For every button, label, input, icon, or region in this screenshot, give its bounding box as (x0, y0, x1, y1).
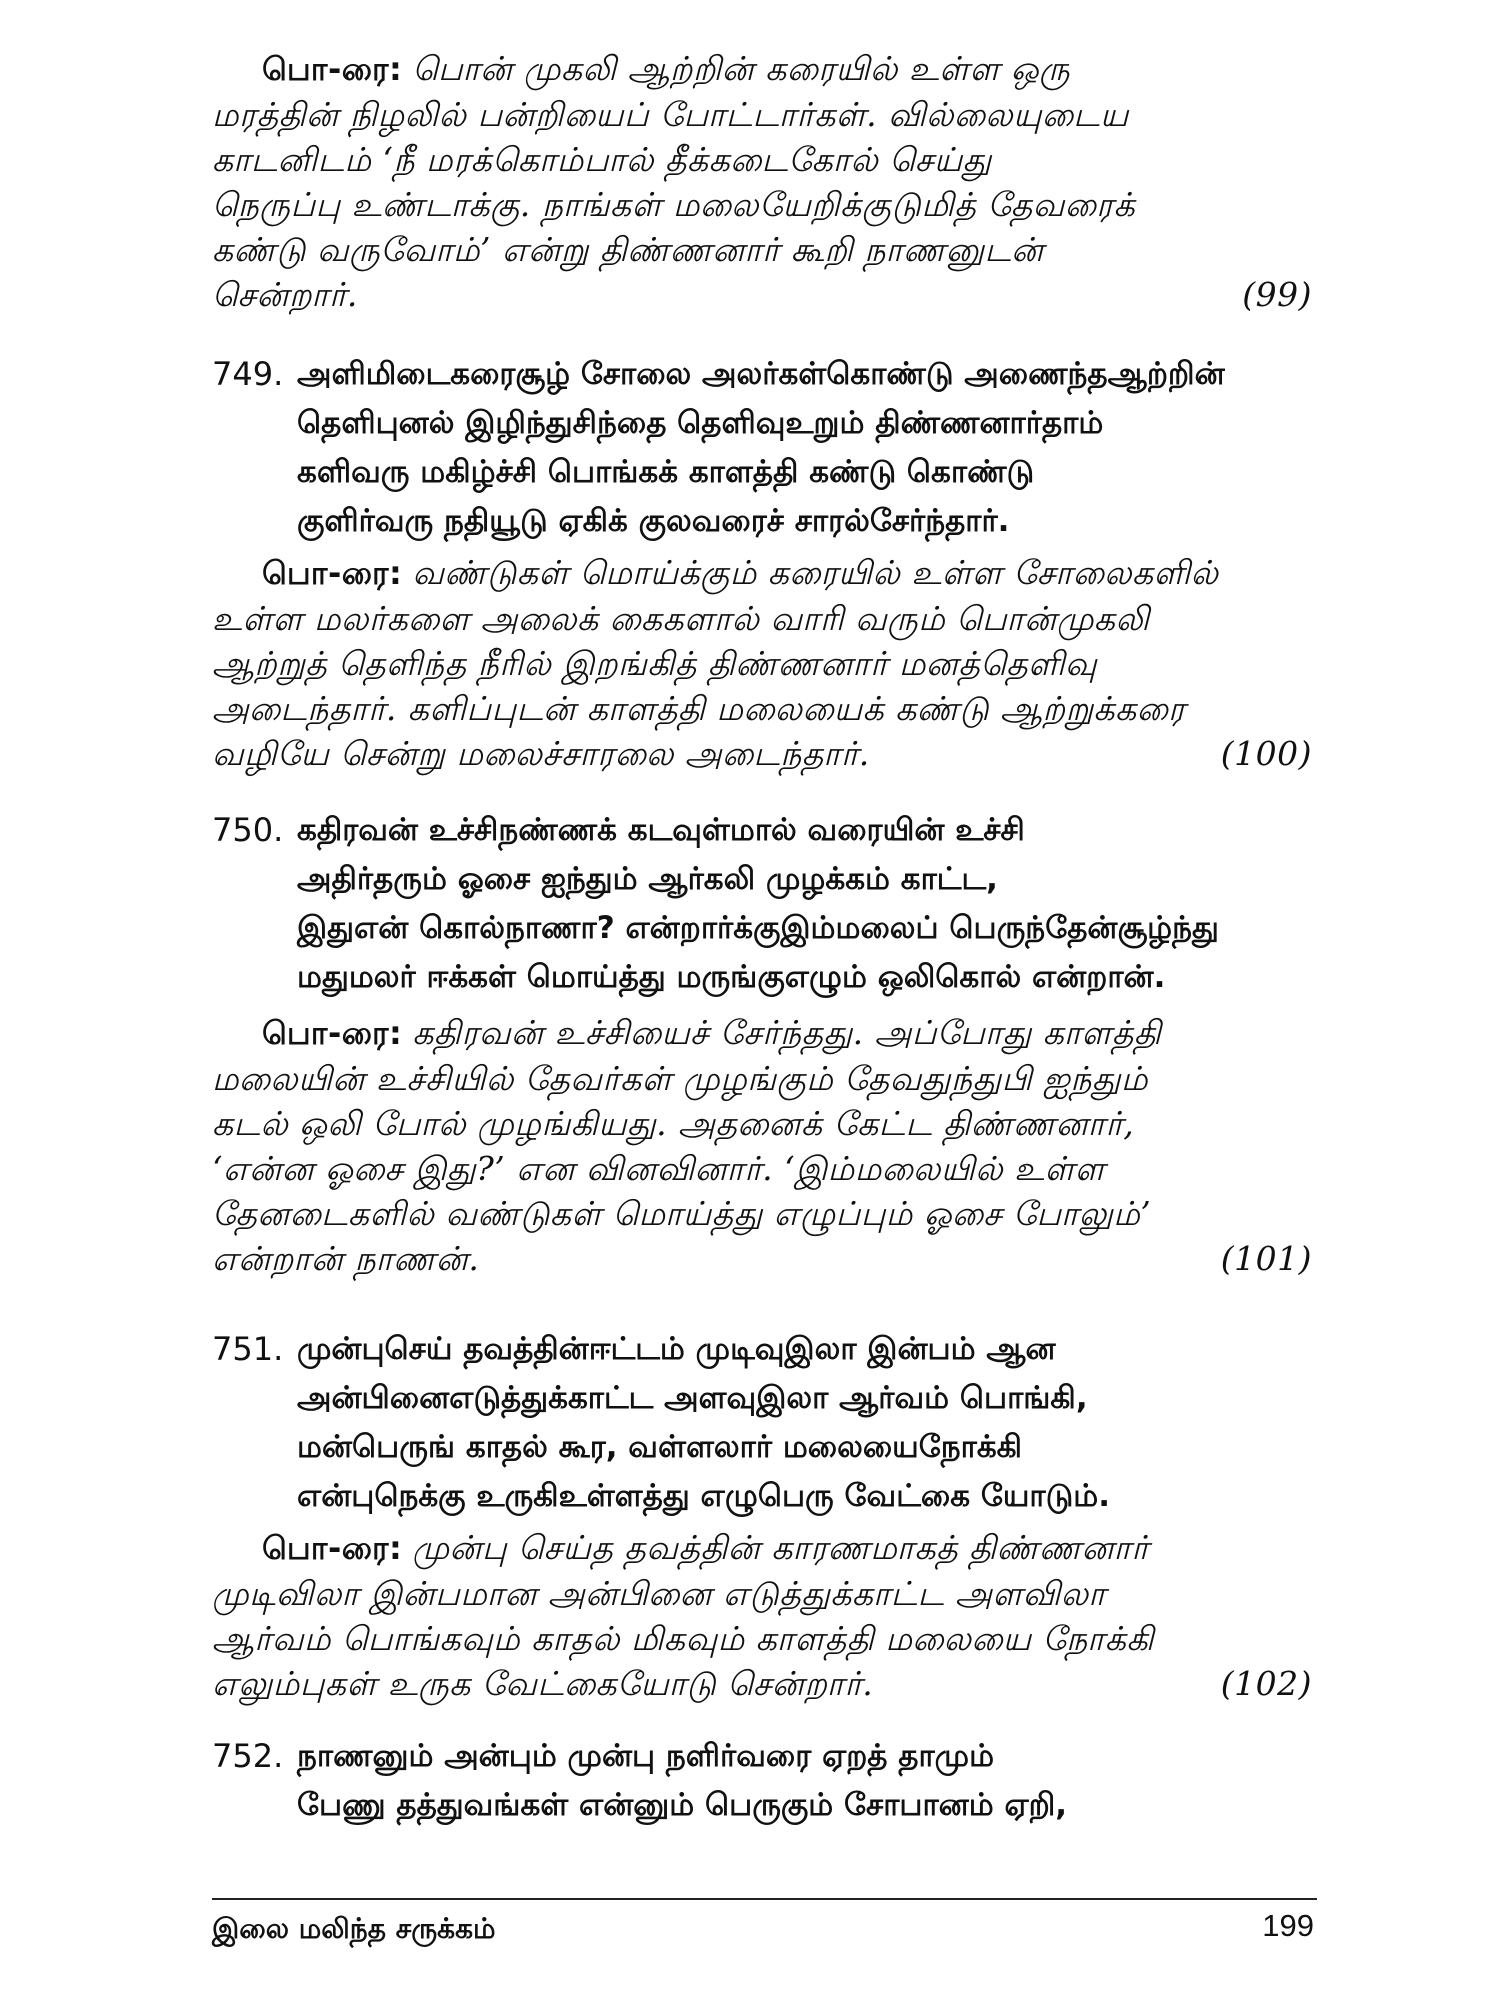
commentary-102 (212, 1525, 1312, 1706)
verse-reference: (100) (1220, 734, 1312, 773)
verse-749 (212, 350, 1332, 546)
commentary-last-line: எலும்புகள் உருக வேட்கையோடு சென்றார். (102) (212, 1661, 1312, 1706)
page-number: 199 (1262, 1908, 1314, 1943)
commentary-line: ஆர்வம் பொங்கவும் காதல் மிகவும் காளத்தி மலையை நோக்கி (212, 1619, 1154, 1658)
commentary-last-line: என்றான் நாணன். (101) (212, 1236, 1312, 1281)
verse-line: தெளிபுனல் இழிந்துசிந்தை தெளிவுஉறும் திண்ணனார்தாம் (297, 405, 1104, 441)
verse-line: முன்புசெய் தவத்தின்ஈட்டம் முடிவுஇலா இன்பம் ஆன (297, 1331, 1056, 1367)
verse-line: இதுஎன் கொல்நாணா? என்றார்க்குஇம்மலைப் பெருந்தேன்சூழ்ந்து (297, 910, 1219, 946)
verse-reference: (101) (1220, 1239, 1312, 1278)
commentary-line: அடைந்தார். களிப்புடன் காளத்தி மலையைக் கண்டு ஆற்றுக்கரை (212, 689, 1186, 728)
verse-number: 749. (212, 355, 284, 393)
verse-line: அன்பினைஎடுத்துக்காட்ட அளவுஇலா ஆர்வம் பொங்கி, (297, 1380, 1088, 1416)
commentary-line: தேனடைகளில் வண்டுகள் மொய்த்து எழுப்பும் ஓசை போலும்’ (212, 1194, 1152, 1233)
commentary-line: பொ-ரை: பொன் முகலி ஆற்றின் கரையில் உள்ள ஒரு (262, 49, 1071, 88)
verse-reference: (99) (1242, 275, 1312, 314)
verse-line: மன்பெருங் காதல் கூர, வள்ளலார் மலையைநோக்கி (297, 1429, 1023, 1465)
commentary-label: பொ-ரை: (262, 50, 403, 88)
verse-number: 752. (212, 1737, 284, 1775)
commentary-line: ‘என்ன ஓசை இது?’ என வினவினார். ‘இம்மலையில் உள்ள (212, 1149, 1106, 1188)
commentary-line: கண்டு வருவோம்’ என்று திண்ணனார் கூறி நாணனுடன் (212, 230, 1044, 269)
commentary-last-line: சென்றார். (99) (212, 272, 1312, 317)
verse-750 (212, 806, 1332, 1002)
commentary-line: நெருப்பு உண்டாக்கு. நாங்கள் மலையேறிக்குடுமித் தேவரைக் (212, 185, 1136, 224)
commentary-line: கடல் ஒலி போல் முழங்கியது. அதனைக் கேட்ட திண்ணனார், (212, 1104, 1135, 1143)
commentary-line: பொ-ரை: கதிரவன் உச்சியைச் சேர்ந்தது. அப்போது காளத்தி (262, 1013, 1162, 1052)
commentary-line: மலையின் உச்சியில் தேவர்கள் முழங்கும் தேவதுந்துபி ஐந்தும் (212, 1059, 1149, 1098)
commentary-100 (212, 550, 1312, 776)
commentary-label: பொ-ரை: (262, 1529, 403, 1567)
chapter-title: இலை மலிந்த சருக்கம் (212, 1912, 496, 1945)
commentary-line: மரத்தின் நிழலில் பன்றியைப் போட்டார்கள். வில்லையுடைய (212, 95, 1129, 134)
verse-number: 750. (212, 811, 284, 849)
commentary-line: பொ-ரை: வண்டுகள் மொய்க்கும் கரையில் உள்ள சோலைகளில் (262, 553, 1219, 592)
verse-line: கதிரவன் உச்சிநண்ணக் கடவுள்மால் வரையின் உச்சி (297, 812, 1025, 848)
commentary-99 (212, 46, 1312, 317)
commentary-last-line: வழியே சென்று மலைச்சாரலை அடைந்தார். (100) (212, 731, 1312, 776)
commentary-line: ஆற்றுத் தெளிந்த நீரில் இறங்கித் திண்ணனார் மனத்தெளிவு (212, 644, 1098, 683)
verse-reference: (102) (1220, 1664, 1312, 1703)
commentary-line: முடிவிலா இன்பமான அன்பினை எடுத்துக்காட்ட அளவிலா (212, 1574, 1106, 1613)
verse-line: களிவரு மகிழ்ச்சி பொங்கக் காளத்தி கண்டு கொண்டு (297, 454, 1035, 490)
verse-line: என்புநெக்கு உருகிஉள்ளத்து எழுபெரு வேட்கை யோடும். (297, 1478, 1111, 1514)
verse-752 (212, 1732, 1332, 1830)
commentary-label: பொ-ரை: (262, 1014, 403, 1052)
verse-751 (212, 1325, 1332, 1521)
footer-divider (212, 1898, 1317, 1900)
verse-line: நாணனும் அன்பும் முன்பு நளிர்வரை ஏறத் தாமும் (297, 1738, 995, 1774)
commentary-line: காடனிடம் ‘நீ மரக்கொம்பால் தீக்கடைகோல் செய்து (212, 140, 992, 179)
commentary-101 (212, 1010, 1312, 1281)
verse-line: அளிமிடைகரைசூழ் சோலை அலர்கள்கொண்டு அணைந்தஆற்றின் (297, 356, 1225, 392)
commentary-line: பொ-ரை: முன்பு செய்த தவத்தின் காரணமாகத் திண்ணனார் (262, 1528, 1150, 1567)
verse-line: பேணு தத்துவங்கள் என்னும் பெருகும் சோபானம் ஏறி, (297, 1787, 1068, 1823)
commentary-label: பொ-ரை: (262, 554, 403, 592)
commentary-line: உள்ள மலர்களை அலைக் கைகளால் வாரி வரும் பொன்முகலி (212, 599, 1150, 638)
verse-number: 751. (212, 1330, 284, 1368)
verse-line: மதுமலர் ஈக்கள் மொய்த்து மருங்குஎழும் ஒலிகொல் என்றான். (297, 959, 1166, 995)
verse-line: குளிர்வரு நதியூடு ஏகிக் குலவரைச் சாரல்சேர்ந்தார். (297, 503, 1010, 539)
verse-line: அதிர்தரும் ஓசை ஐந்தும் ஆர்கலி முழக்கம் காட்ட, (297, 861, 998, 897)
